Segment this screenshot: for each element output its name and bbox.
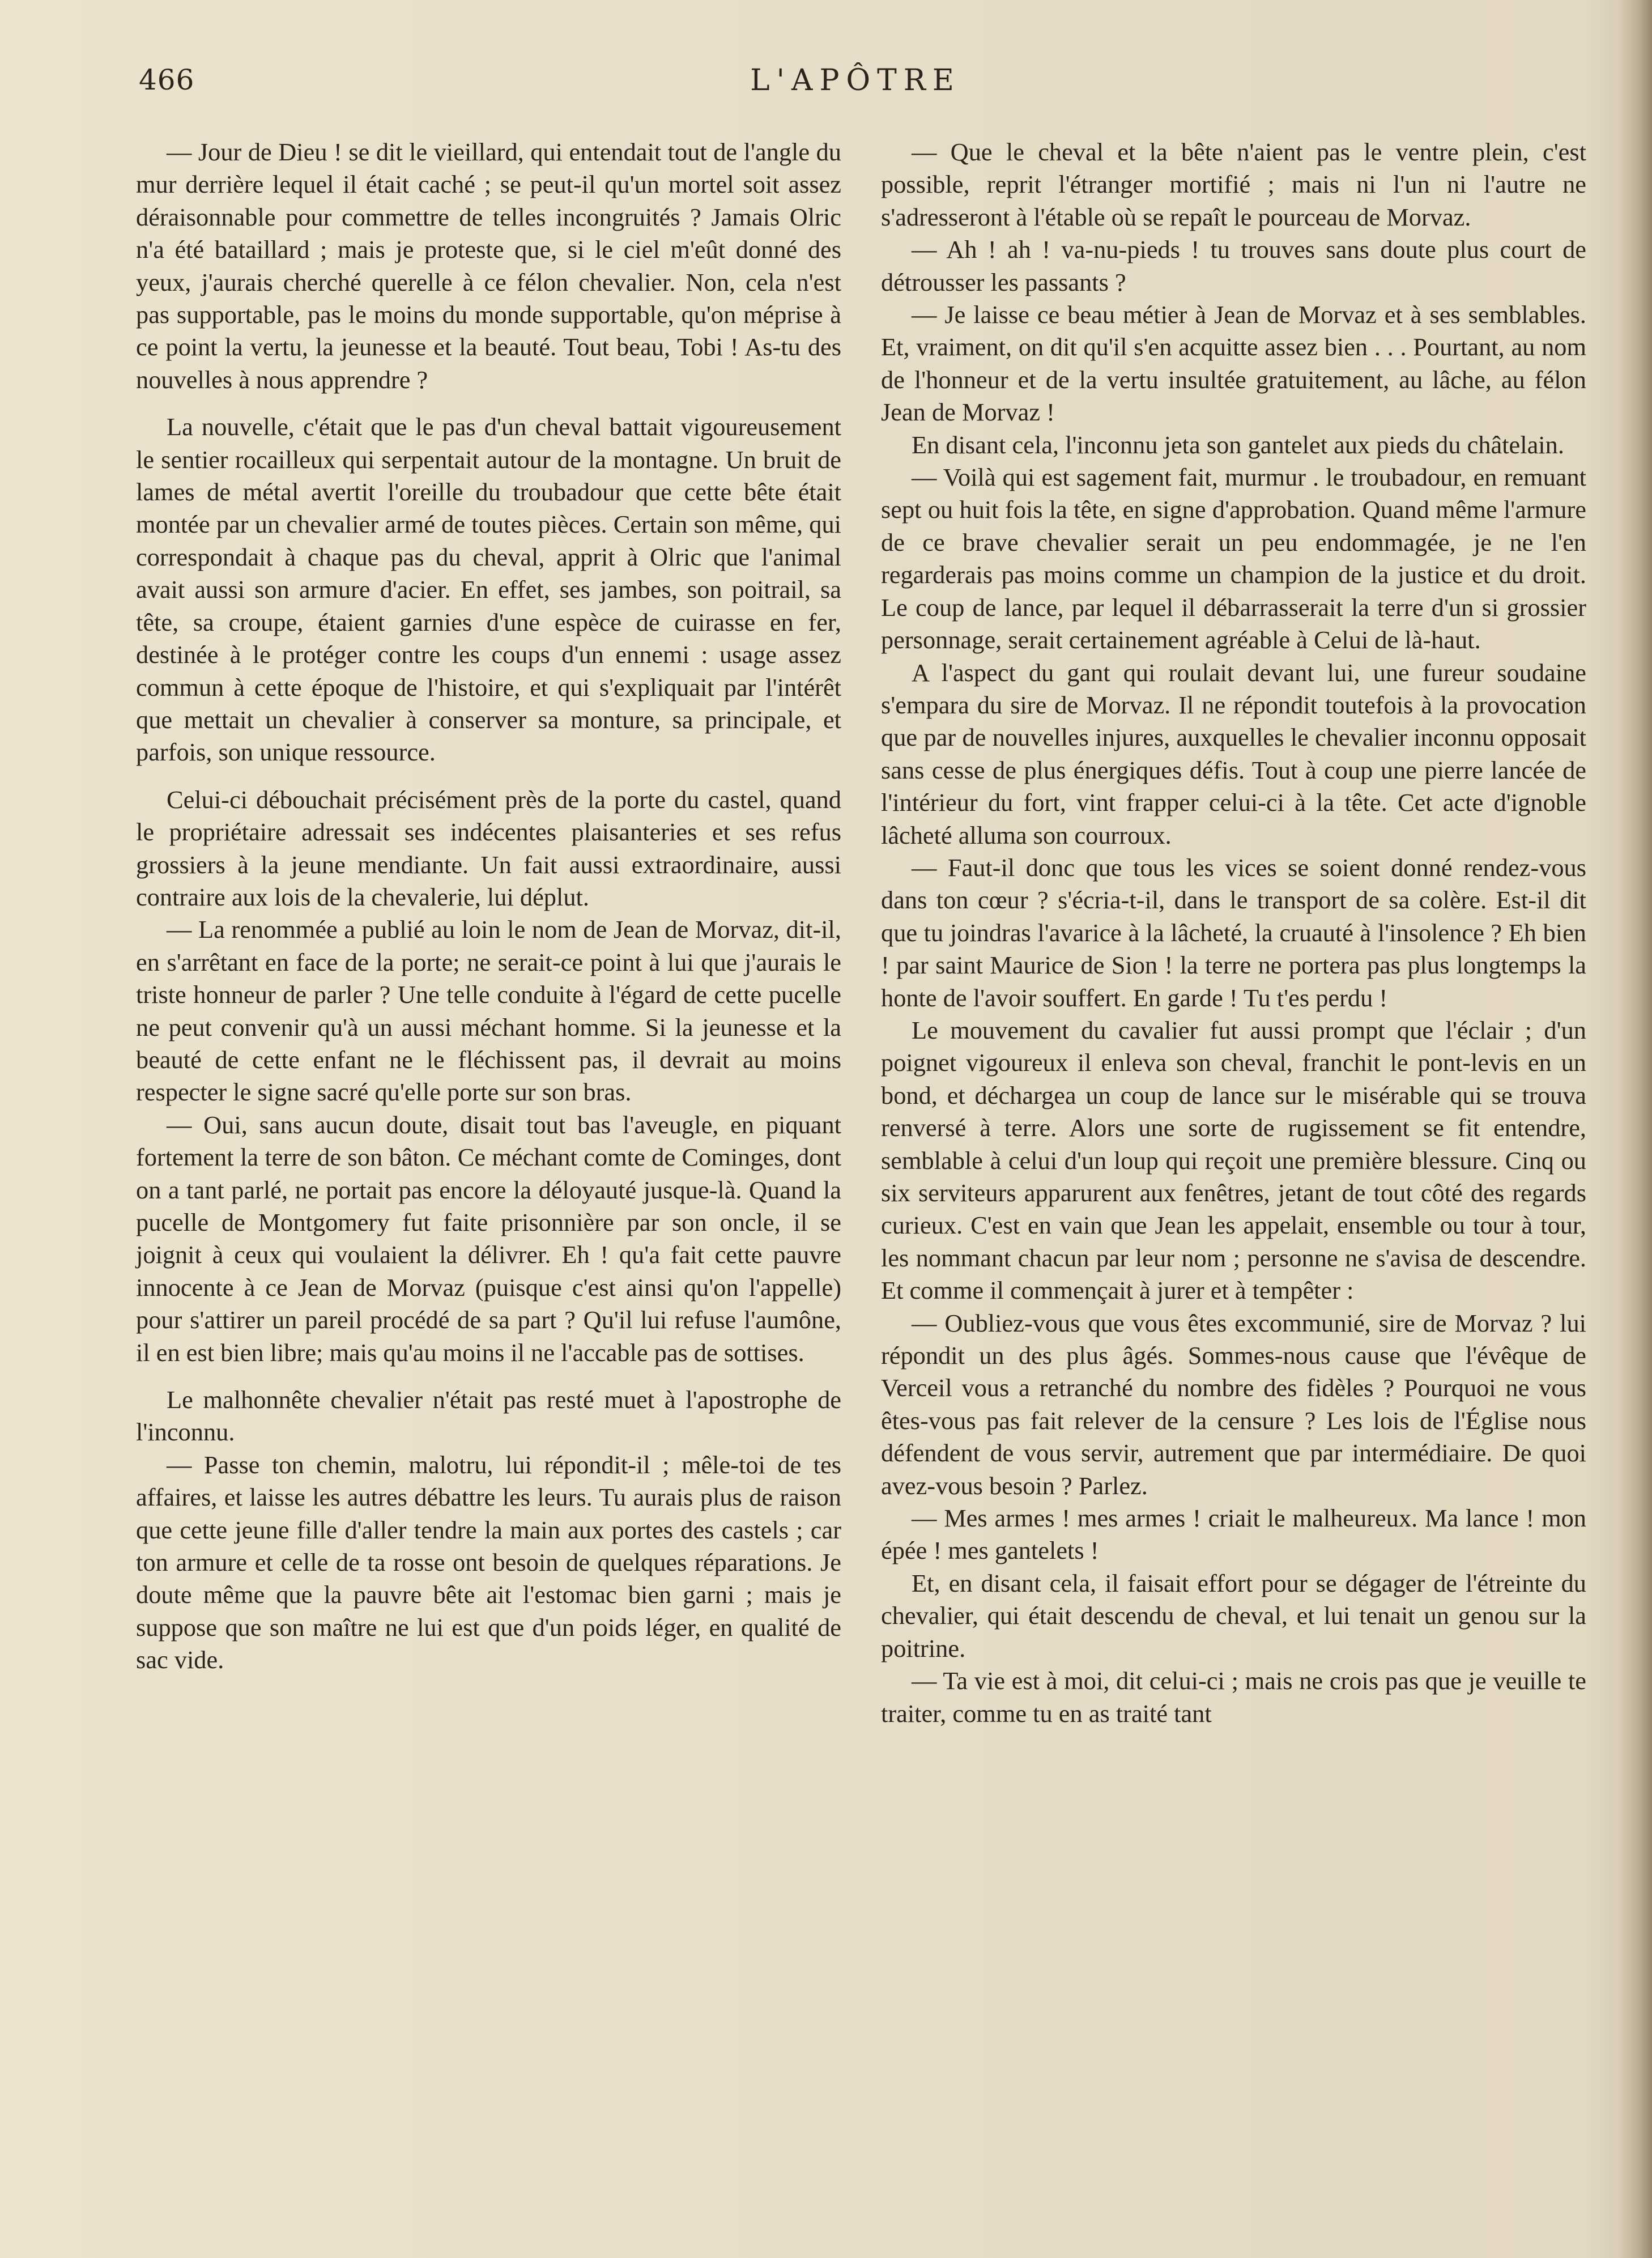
page-spine-shadow: [1618, 0, 1652, 2258]
paragraph: — Oui, sans aucun doute, disait tout bas l'aveugle, en piquant fortement la terre de son bâton. Ce méchant comte de Cominges, dont on a tant parlé, ne portait pas encore la déloyauté jusque-là. Quand la pucelle de Montgomery fut faite prisonnière par son oncle, il se joignit à ceux qui voulaient la délivrer. Eh ! qu'a fait cette pauvre innocente à ce Jean de Morvaz (puisque c'est ainsi qu'on l'appelle) pour s'attirer un pareil procédé de sa part ? Qu'il lui refuse l'aumône, il en est bien libre; mais qu'au moins il ne l'accable pas de sottises.: [136, 1110, 841, 1367]
paragraph: — Faut-il donc que tous les vices se soient donné rendez-vous dans ton cœur ? s'écria-t-il, dans le transport de sa colère. Est-il dit que tu joindras l'avarice à la lâcheté, la cruauté à l'insolence ? Eh bien ! par saint Maurice de Sion ! la terre ne portera pas plus longtemps la honte de l'avoir souffert. En garde ! Tu t'es perdu !: [881, 853, 1586, 1012]
paragraph: — Passe ton chemin, malotru, lui répondit-il ; mêle-toi de tes affaires, et laisse les autres débattre les leurs. Tu aurais plus de raison que cette jeune fille d'aller tendre la main aux portes des castels ; car ton armure et celle de ta rosse ont besoin de quelques réparations. Je doute même que la pauvre bête ait l'estomac bien garni ; mais je suppose que son maître ne lui est que d'un poids léger, en qualité de sac vide.: [136, 1450, 841, 1674]
paragraph: Le malhonnête chevalier n'était pas resté muet à l'apostrophe de l'inconnu.: [136, 1385, 841, 1447]
paragraph: Le mouvement du cavalier fut aussi prompt que l'éclair ; d'un poignet vigoureux il enleva son cheval, franchit le pont-levis en un bond, et déchargea un coup de lance sur le misérable qui se trouva renversé à terre. Alors une sorte de rugissement se fit entendre, semblable à celui d'un loup qui reçoit une première blessure. Cinq ou six serviteurs apparurent aux fenêtres, jetant de tout côté des regards curieux. C'est en vain que Jean les appelait, ensemble ou tour à tour, les nommant chacun par leur nom ; personne ne s'avisa de descendre. Et comme il commençait à jurer et à tempêter :: [881, 1015, 1586, 1305]
running-title: L'APÔTRE: [750, 63, 961, 97]
paragraph: En disant cela, l'inconnu jeta son gantelet aux pieds du châtelain.: [912, 430, 1564, 459]
paragraph: — Ta vie est à moi, dit celui-ci ; mais ne crois pas que je veuille te traiter, comme tu en as traité tant: [881, 1666, 1586, 1728]
right-column: [881, 136, 1586, 2187]
paragraph: La nouvelle, c'était que le pas d'un cheval battait vigoureusement le sentier rocailleux qui serpentait autour de la montagne. Un bruit de lames de métal avertit l'oreille du troubadour que cette bête était montée par un chevalier armé de toutes pièces. Certain son même, qui correspondait à chaque pas du cheval, apprit à Olric que l'animal avait aussi son armure d'acier. En effet, ses jambes, son poitrail, sa tête, sa croupe, étaient garnies d'une espèce de cuirasse en fer, destinée à le protéger contre les coups d'un ennemi : usage assez commun à cette époque de l'histoire, et qui s'expliquait par l'intérêt que mettait un chevalier à conserver sa monture, sa principale, et parfois, son unique ressource.: [136, 413, 841, 767]
paragraph: — Mes armes ! mes armes ! criait le malheureux. Ma lance ! mon épée ! mes gantelets !: [881, 1504, 1586, 1565]
paragraph: — Que le cheval et la bête n'aient pas le ventre plein, c'est possible, reprit l'étranger mortifié ; mais ni l'un ni l'autre ne s'adresseront à l'étable où se repaît le pourceau de Morvaz.: [881, 138, 1586, 231]
paragraph: — Ah ! ah ! va-nu-pieds ! tu trouves sans doute plus court de détrousser les passants ?: [881, 235, 1586, 296]
page-header: [139, 63, 1572, 109]
paragraph: — Je laisse ce beau métier à Jean de Morvaz et à ses semblables. Et, vraiment, on dit qu'il s'en acquitte assez bien . . . Pourtant, au nom de l'honneur et de la vertu insultée gratuitement, au lâche, au félon Jean de Morvaz !: [881, 300, 1586, 427]
paragraph: A l'aspect du gant qui roulait devant lui, une fureur soudaine s'empara du sire de Morvaz. Il ne répondit toutefois à la provocation que par de nouvelles injures, auxquelles le chevalier inconnu opposait sans cesse de plus énergiques défis. Tout à coup une pierre lancée de l'intérieur du fort, vint frapper celui-ci à la tête. Cet acte d'ignoble lâcheté alluma son courroux.: [881, 658, 1586, 849]
paragraph: — La renommée a publié au loin le nom de Jean de Morvaz, dit-il, en s'arrêtant en face de la porte; ne serait-ce point à lui que j'aurais le triste honneur de parler ? Une telle conduite à l'égard de cette pucelle ne peut convenir qu'à un aussi méchant homme. Si la jeunesse et la beauté de cette enfant ne le fléchissent pas, il devrait au moins respecter le signe sacré qu'elle porte sur son bras.: [136, 915, 841, 1107]
paragraph: Et, en disant cela, il faisait effort pour se dégager de l'étreinte du chevalier, qui était descendu de cheval, et lui tenait un genou sur la poitrine.: [881, 1568, 1586, 1662]
left-column: [136, 136, 841, 2187]
page-number: 466: [139, 63, 195, 96]
paragraph: — Jour de Dieu ! se dit le vieillard, qui entendait tout de l'angle du mur derrière lequel il était caché ; se peut-il qu'un mortel soit assez déraisonnable pour commettre de telles incongruités ? Jamais Olric n'a été bataillard ; mais je proteste que, si le ciel m'eût donné des yeux, j'aurais cherché querelle à ce félon chevalier. Non, cela n'est pas supportable, pas le moins du monde supportable, qu'on méprise à ce point la vertu, la jeunesse et la beauté. Tout beau, Tobi ! As-tu des nouvelles à nous apprendre ?: [136, 138, 841, 394]
paragraph: Celui-ci débouchait précisément près de la porte du castel, quand le propriétaire adressait ses indécentes plaisanteries et ses refus grossiers à la jeune mendiante. Un fait aussi extraordinaire, aussi contraire aux lois de la chevalerie, lui déplut.: [136, 785, 841, 911]
paragraph: — Oubliez-vous que vous êtes excommunié, sire de Morvaz ? lui répondit un des plus âgés. Sommes-nous cause que l'évêque de Verceil vous a retranché du nombre des fidèles ? Pourquoi ne vous êtes-vous pas fait relever de la censure ? Les lois de l'Église nous défendent de vous servir, autrement que par intermédiaire. De quoi avez-vous besoin ? Parlez.: [881, 1308, 1586, 1500]
paragraph: — Voilà qui est sagement fait, murmur . le troubadour, en remuant sept ou huit fois la tête, en signe d'approbation. Quand même l'armure de ce brave chevalier serait un peu endommagée, je ne l'en regarderais pas moins comme un champion de la justice et du droit. Le coup de lance, par lequel il débarrasserait la terre d'un si grossier personnage, serait certainement agréable à Celui de là-haut.: [881, 463, 1586, 654]
